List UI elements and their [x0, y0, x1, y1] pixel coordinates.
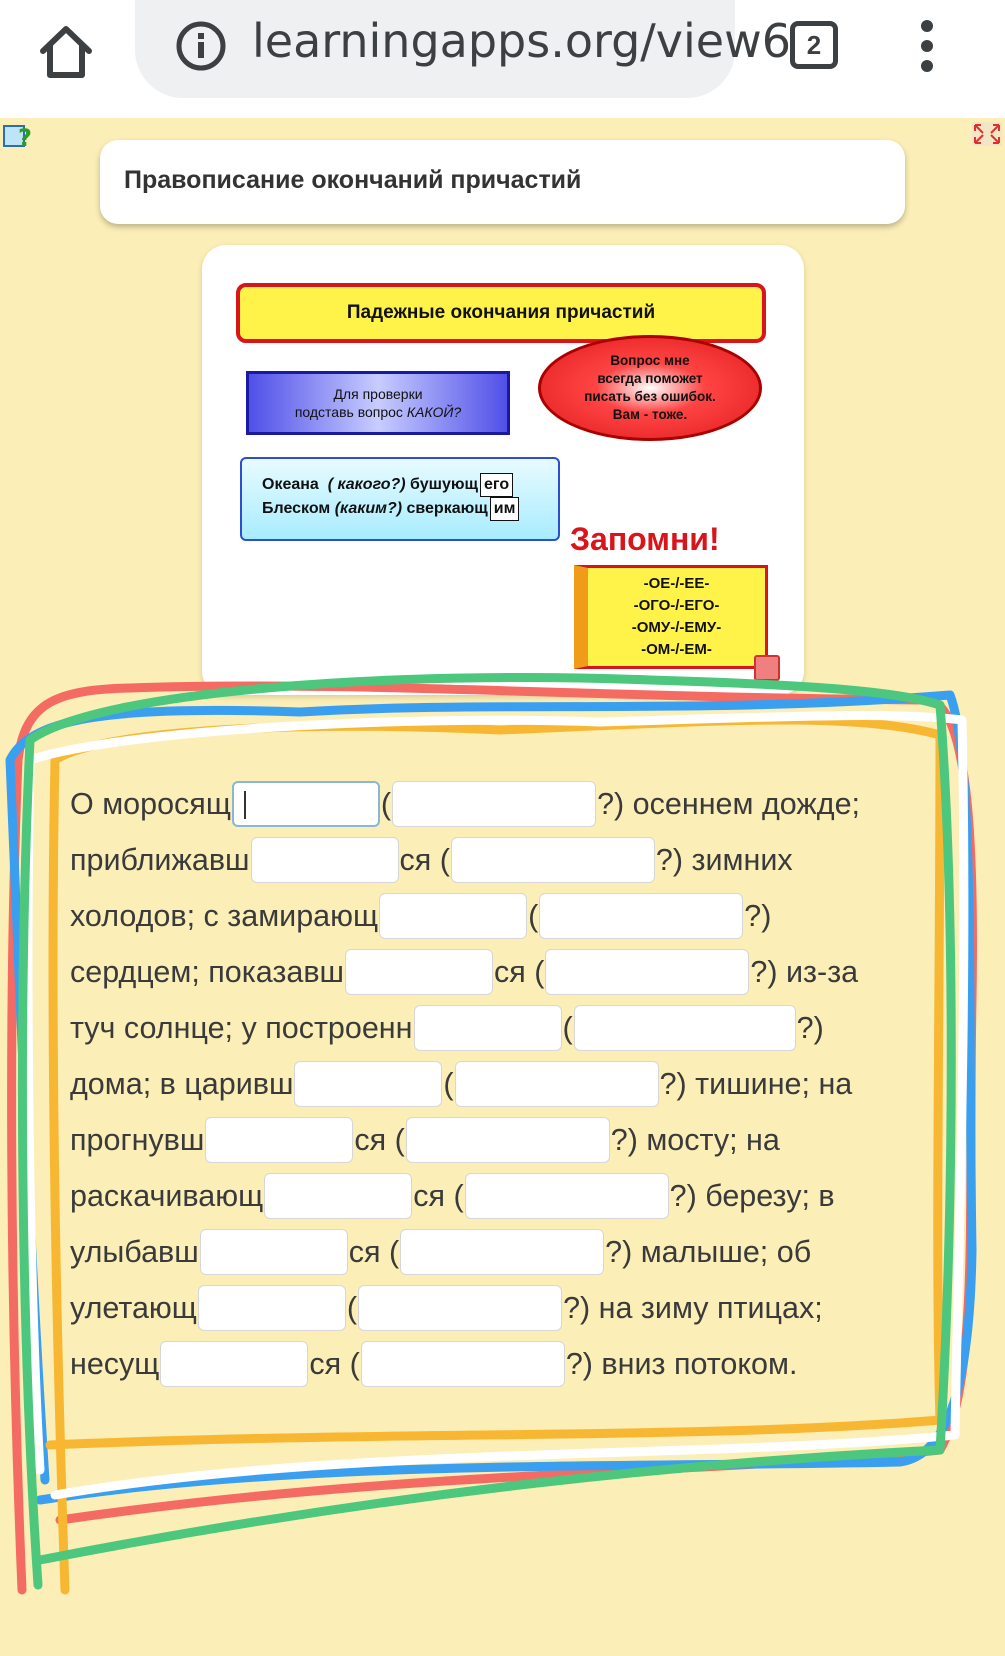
text-fragment: (: [380, 786, 392, 821]
question-input[interactable]: [361, 1341, 565, 1387]
address-bar[interactable]: [135, 0, 791, 98]
hint-question: КАКОЙ?: [406, 404, 462, 420]
hint-line-2: [295, 403, 461, 421]
text-fragment: ся (: [413, 1178, 464, 1213]
exercise-line: [70, 1112, 950, 1168]
ending-input[interactable]: [198, 1285, 346, 1331]
example-row: [262, 473, 558, 497]
fullscreen-icon[interactable]: [972, 122, 1002, 146]
example-scroll: [240, 457, 560, 541]
svg-text:?: ?: [18, 124, 32, 152]
question-input[interactable]: [392, 781, 596, 827]
example-ending: его: [480, 473, 513, 497]
ending-input[interactable]: [205, 1117, 353, 1163]
text-fragment: (: [443, 1066, 454, 1101]
exercise-line: [70, 832, 950, 888]
example-word: Океана: [262, 476, 319, 493]
home-icon[interactable]: [28, 14, 104, 90]
tab-switcher-button[interactable]: 2: [790, 21, 838, 69]
text-fragment: ?) тишине; на: [659, 1066, 853, 1101]
question-input[interactable]: [406, 1117, 610, 1163]
text-fragment: О моросящ: [70, 786, 231, 821]
ending-input[interactable]: [251, 837, 399, 883]
tip-oval: [538, 335, 762, 441]
question-input[interactable]: [451, 837, 655, 883]
help-icon[interactable]: [2, 120, 36, 154]
exercise-line: [70, 1056, 950, 1112]
remember-item: -ОМ-/-ЕМ-: [641, 641, 712, 658]
remember-item: -ОЕ-/-ЕЕ-: [643, 575, 710, 592]
remember-item: -ОМУ-/-ЕМУ-: [631, 619, 722, 636]
image-title: Падежные окончания причастий: [236, 283, 766, 343]
oval-line: Вопрос мне: [610, 353, 690, 368]
exercise-line: [70, 776, 950, 832]
ending-input[interactable]: [294, 1061, 442, 1107]
exercise-line: [70, 888, 950, 944]
remember-title: Запомни!: [570, 521, 720, 557]
hint-image: [202, 245, 804, 695]
text-fragment: несущ: [70, 1346, 160, 1381]
ending-input[interactable]: [160, 1341, 308, 1387]
text-fragment: ?) березу; в: [669, 1178, 835, 1213]
text-fragment: ся (: [399, 842, 450, 877]
text-fragment: ?) малыше; об: [605, 1234, 812, 1269]
remember-item: -ОГО-/-ЕГО-: [633, 597, 720, 614]
more-vert-icon[interactable]: [905, 14, 949, 78]
exercise-line: [70, 944, 950, 1000]
question-input[interactable]: [545, 949, 749, 995]
text-fragment: раскачивающ: [70, 1178, 264, 1213]
ending-input[interactable]: [232, 781, 380, 827]
example-question: (каким?): [334, 500, 403, 517]
text-fragment: туч солнце; у построенн: [70, 1010, 413, 1045]
oval-line: писать без ошибок.: [584, 389, 716, 404]
exercise-line: [70, 1224, 950, 1280]
text-fragment: ?): [744, 898, 772, 933]
question-input[interactable]: [400, 1229, 604, 1275]
url-text[interactable]: learningapps.org/view6: [252, 14, 791, 68]
question-input[interactable]: [539, 893, 743, 939]
oval-line: всегда поможет: [597, 371, 703, 386]
text-fragment: улыбавш: [70, 1234, 199, 1269]
text-fragment: (: [562, 1010, 573, 1045]
example-word: Блеском: [262, 500, 331, 517]
hint-box: [246, 371, 510, 435]
exercise-line: [70, 1336, 950, 1392]
text-fragment: дома; в царивш: [70, 1066, 294, 1101]
text-fragment: ся (: [309, 1346, 360, 1381]
text-fragment: ?) из-за: [750, 954, 859, 989]
enlarge-image-icon[interactable]: [754, 655, 780, 681]
text-fragment: ся (: [348, 1234, 400, 1269]
remember-list: [574, 565, 768, 669]
question-input[interactable]: [574, 1005, 796, 1051]
example-row: [262, 497, 558, 521]
info-icon[interactable]: [175, 20, 227, 72]
exercise-text: [70, 776, 950, 1392]
text-fragment: ?) зимних: [655, 842, 793, 877]
text-fragment: сердцем; показавш: [70, 954, 345, 989]
ending-input[interactable]: [379, 893, 527, 939]
example-question: ( какого?): [327, 476, 406, 493]
text-fragment: ?) на зиму птицах;: [563, 1290, 823, 1325]
text-fragment: ?) вниз потоком.: [565, 1346, 798, 1381]
task-title: Правописание окончаний причастий: [124, 166, 582, 194]
text-fragment: (: [346, 1290, 358, 1325]
example-ending: им: [490, 497, 520, 521]
text-fragment: прогнувш: [70, 1122, 205, 1157]
browser-toolbar: [0, 0, 1005, 118]
text-fragment: (: [528, 898, 539, 933]
text-fragment: ?) осеннем дожде;: [597, 786, 861, 821]
text-fragment: приближавш: [70, 842, 250, 877]
question-input[interactable]: [358, 1285, 562, 1331]
exercise-line: [70, 1168, 950, 1224]
text-fragment: ся (: [354, 1122, 405, 1157]
text-fragment: ся (: [494, 954, 545, 989]
text-fragment: ?) мосту; на: [610, 1122, 780, 1157]
text-fragment: улетающ: [70, 1290, 197, 1325]
ending-input[interactable]: [345, 949, 493, 995]
hint-line-2-text: подставь вопрос: [294, 404, 407, 420]
hint-line-1: Для проверки: [333, 386, 423, 402]
task-title-card: [100, 140, 905, 224]
question-input[interactable]: [465, 1173, 669, 1219]
exercise-line: [70, 1280, 950, 1336]
example-stem: сверкающ: [406, 500, 488, 517]
text-fragment: холодов; с замирающ: [70, 898, 379, 933]
oval-line: Вам - тоже.: [612, 407, 688, 422]
question-input[interactable]: [455, 1061, 659, 1107]
example-stem: бушующ: [410, 476, 478, 493]
text-fragment: ?): [796, 1010, 824, 1045]
ending-input[interactable]: [264, 1173, 412, 1219]
exercise-line: [70, 1000, 950, 1056]
ending-input[interactable]: [414, 1005, 562, 1051]
ending-input[interactable]: [200, 1229, 348, 1275]
